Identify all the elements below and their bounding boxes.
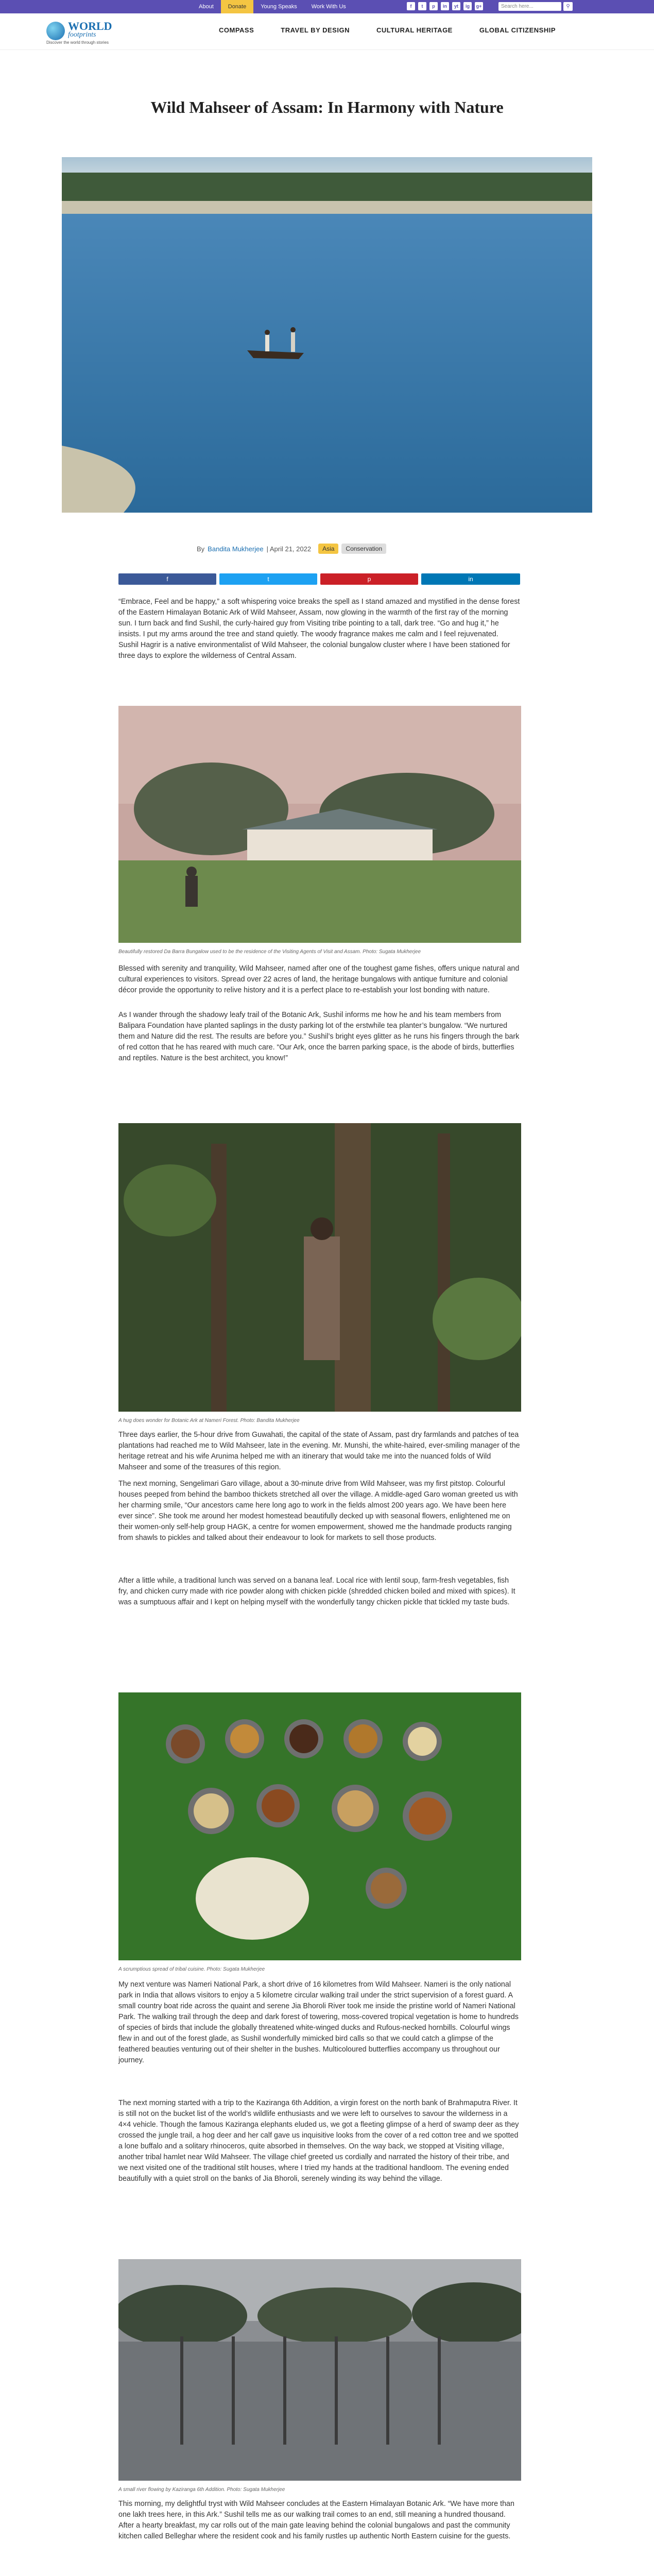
youtube-icon[interactable]: yt (452, 2, 460, 10)
paragraph-9: This morning, my delightful tryst with Wild Mahseer concludes at the Eastern Himalayan Botanic Ark. “We have more than one lakh trees here, in this Ark.” Sushil tells me as our walking trail comes to an end, still meaning a hundred thousand. After a hearty breakfast, my car rolls out of the main gate leaving behind the colonial bungalows and past the community kitchen called Belleghar where the resident cook and his family rustles up authentic North Eastern cuisine for the guests. (118, 2500, 514, 2540)
top-links (192, 0, 353, 13)
caption-4: A small river flowing by Kaziranga 6th Addition. Photo: Sugata Mukherjee (118, 2487, 285, 2493)
photo-tree-hug (118, 1123, 521, 1412)
top-link-about[interactable]: About (199, 4, 214, 10)
paragraph-6: After a little while, a traditional lunch was served on a banana leaf. Local rice with lentil soup, farm-fresh vegetables, fish fry, and chicken curry made with rice powder along with chicken pickle (shredded chicken boiled and mixed with spices). It was a sumptuous affair and I kept on helping myself with the wonderfully tangy chicken pickle that tickled my taste buds. (118, 1577, 515, 1606)
share-pinterest-button[interactable]: p (320, 573, 418, 585)
paragraph-7: My next venture was Nameri National Park, a short drive of 16 kilometres from Wild Mahseer. Nameri is the only national park in India that allows visitors to enjoy a 5 kilometre circular walking trail under the strict supervision of a forest guard. A small country boat ride across the quaint and serene Jia Bhoroli River took me inside the pristine world of Nameri National Park. The walking trail through the deep and dark forest of towering, moss-covered tropical vegetation is home to hundreds of species of birds that include the globally threatened white-winged ducks and Rufous-necked hornbills. Colourful wings flew in and out of the forest glade, as Sushil wonderfully mimicked bird calls so that we could catch a glimpse of the feathered beauties venturing out of their shelter in the bushes. Multicoloured butterflies accompany us throughout our journey. (118, 1980, 519, 2064)
main-nav (0, 13, 654, 50)
logo-word-1: WORLD (68, 20, 112, 32)
twitter-icon[interactable]: t (418, 2, 426, 10)
paragraph-8: The next morning started with a trip to the Kaziranga 6th Addition, a virgin forest on the north bank of Brahmaputra River. It is still not on the bucket list of the world’s wildlife enthusiasts and we were left to ourselves to savour the wilderness in a 4×4 vehicle. Though the famous Kaziranga elephants eluded us, we got a fleeting glimpse of a herd of swamp deer as they crossed the jungle trail, a hog deer and her calf gave us inquisitive looks from the cover of a red cotton tree and we spotted a lone buffalo and a solitary rhinoceros, quite absorbed in themselves. On the way back, we stopped at Visiting village, another tribal hamlet near Wild Mahseer. The village chief greeted us cordially and narrated the history of their tribe, and we next visited one of the traditional stilt houses, where I tried my hands at the traditional handloom. The evening ended beautifully with a quiet stroll on the banks of Jia Bhoroli, serenely winding its way behind the village. (118, 2099, 519, 2183)
article-meta (197, 544, 386, 554)
nav-global-citizenship[interactable]: GLOBAL CITIZENSHIP (479, 26, 556, 34)
linkedin-icon[interactable]: in (441, 2, 449, 10)
tag-conservation[interactable]: Conservation (341, 544, 386, 554)
nav-cultural-heritage[interactable]: CULTURAL HERITAGE (376, 26, 453, 34)
photo-small-river (118, 2259, 521, 2481)
paragraph-1: “Embrace, Feel and be happy,” a soft whispering voice breaks the spell as I stand amazed and mystified in the dense forest of the Eastern Himalayan Botanic Ark of Wild Mahseer, Assam, now glowing in the warmth of the first ray of the morning sun. I turn back and find Sushil, the curly-haired guy from Visiting tribe pointing to a tall, dark tree. “Go and hug it,” he insists. I put my arms around the tree and stand quietly. The woody fragrance makes me calm and I feel rejuvenated. Sushil Hagrir is a native environmentalist of Wild Mahseer, the colonial bungalow cluster where I have been stationed for three days to explore the wilderness of Central Assam. (118, 598, 520, 660)
logo-tagline: Discover the world through stories (46, 40, 109, 45)
paragraph-3: As I wander through the shadowy leafy trail of the Botanic Ark, Sushil informs me how he and his team members from Balipara Foundation have planted saplings in the dusty parking lot of the erstwhile tea planter’s bungalow. “We nurtured them and Nature did the rest. The results are before you.” Sushil’s bright eyes glitter as he runs his fingers through the bark of red cotton that he has reared with much care. “Our Ark, once the barren parking space, is the abode of birds, butterflies and reptiles. Nature is the best architect, you know!” (118, 1011, 520, 1062)
caption-2: A hug does wonder for Botanic Ark at Nameri Forest. Photo: Bandita Mukherjee (118, 1418, 300, 1423)
page-title: Wild Mahseer of Assam: In Harmony with Nature (150, 98, 504, 116)
pinterest-icon[interactable]: p (429, 2, 438, 10)
nav-travel-by-design[interactable]: TRAVEL BY DESIGN (281, 26, 350, 34)
share-twitter-button[interactable]: t (219, 573, 317, 585)
instagram-icon[interactable]: ig (463, 2, 472, 10)
facebook-icon[interactable]: f (407, 2, 415, 10)
site-logo[interactable] (46, 20, 154, 43)
social-icons (407, 2, 483, 10)
photo-bungalow (118, 706, 521, 943)
hero-image (62, 157, 592, 513)
caption-3: A scrumptious spread of tribal cuisine. Photo: Sugata Mukherjee (118, 1967, 265, 1972)
tag-asia[interactable]: Asia (318, 544, 338, 554)
logo-word-2: footprints (68, 31, 96, 39)
top-link-work-with-us[interactable]: Work With Us (311, 4, 346, 10)
top-bar (0, 0, 654, 13)
share-facebook-button[interactable]: f (118, 573, 216, 585)
google-plus-icon[interactable]: g+ (475, 2, 483, 10)
search-input[interactable]: Search here... (498, 2, 561, 11)
search-icon[interactable]: ⚲ (563, 2, 573, 11)
nav-links (219, 26, 582, 34)
caption-1: Beautifully restored Da Barra Bungalow used to be the residence of the Visiting Agents of Visit and Assam. Photo: Sugata Mukherjee (118, 949, 421, 955)
paragraph-2: Blessed with serenity and tranquility, Wild Mahseer, named after one of the toughest game fishes, offers unique natural and cultural experiences to visitors. Spread over 22 acres of land, the heritage bungalows with antique furniture and colonial décor provide the opportunity to relive history and it is a perfect place to re-establish your lost bonding with nature. (118, 964, 520, 994)
meta-by: By (197, 545, 205, 553)
top-link-young-speaks[interactable]: Young Speaks (261, 4, 297, 10)
publish-date: | April 21, 2022 (266, 545, 312, 553)
top-link-donate[interactable]: Donate (221, 0, 253, 13)
paragraph-5: The next morning, Sengelimari Garo village, about a 30-minute drive from Wild Mahseer, was my first pitstop. Colourful houses peeped from behind the bamboo thickets stretched all over the village. A middle-aged Garo woman greeted us with her charming smile, “Our ancestors came here long ago to work in the fields almost 200 years ago. We have been here ever since”. She took me around her modest homestead beautifully decked up with seasonal flowers, enlightened me on their women-only self-help group HAGK, a centre for women empowerment, showed me the handmade products ranging from shawls to pickles and talked about their endeavour to look for markets to sell those products. (118, 1480, 518, 1542)
paragraph-4: Three days earlier, the 5-hour drive from Guwahati, the capital of the state of Assam, past dry farmlands and patches of tea plantations had reached me to Wild Mahseer, late in the evening. Mr. Munshi, the white-haired, ever-smiling manager of the heritage retreat and his wife Arunima helped me with an itinerary that would take me into the nuanced folds of Wild Mahseer and some of the treasures of this region. (118, 1431, 520, 1471)
globe-icon (46, 22, 65, 40)
nav-compass[interactable]: COMPASS (219, 26, 254, 34)
photo-tribal-cuisine (118, 1692, 521, 1960)
author-link[interactable]: Bandita Mukherjee (208, 545, 264, 553)
share-linkedin-button[interactable]: in (421, 573, 520, 585)
